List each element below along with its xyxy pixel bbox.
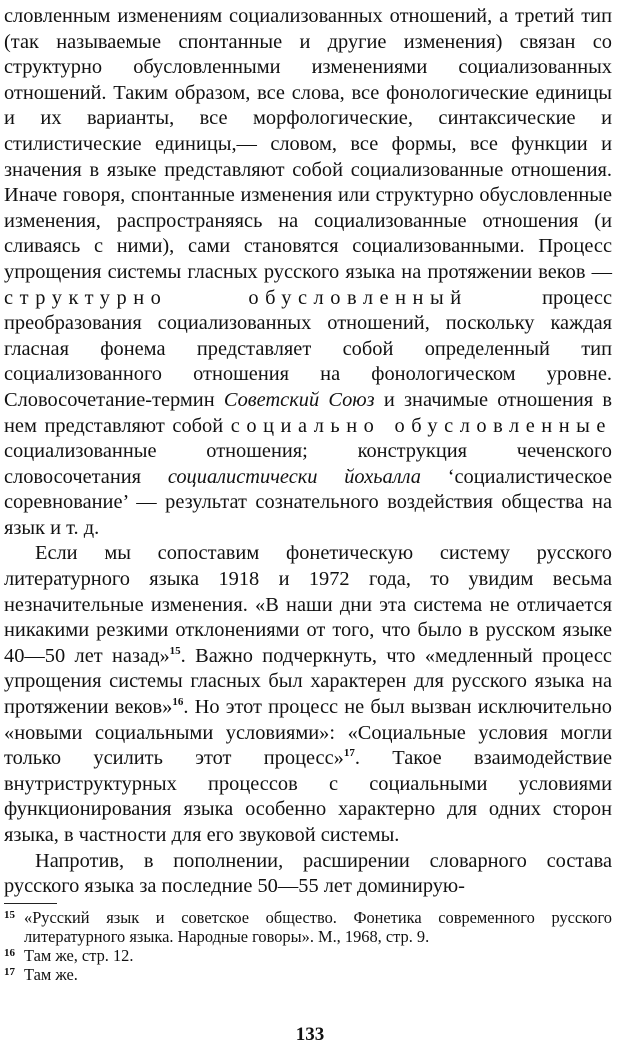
italic-term: Советский Союз bbox=[223, 388, 375, 411]
footnote-ref[interactable]: 16 bbox=[172, 696, 184, 709]
footnote-ref[interactable]: 15 bbox=[169, 644, 181, 657]
italic-term: социалистически йохьалла bbox=[167, 465, 421, 488]
text-run: . Но этот процесс не был вызван исключительно «новыми социальными условиями»: «Социальные условия могли только усилить этот процесс» bbox=[4, 696, 612, 770]
footnote-ref[interactable]: 17 bbox=[343, 747, 355, 760]
footnote-text: Там же, стр. 12. bbox=[24, 945, 134, 965]
footnote-number: 15 bbox=[4, 908, 15, 921]
spaced-emphasis: социально обусловленные bbox=[230, 414, 612, 437]
spaced-emphasis: структурно обусловленный bbox=[4, 286, 468, 309]
footnotes bbox=[4, 908, 612, 984]
footnote bbox=[4, 946, 612, 965]
page-number: 133 bbox=[295, 1024, 325, 1045]
footnote bbox=[4, 965, 612, 984]
paragraph-2 bbox=[4, 541, 612, 848]
text-run: социализованные отношения; конструкция чеченского словосочетания bbox=[4, 440, 612, 488]
paragraph-1 bbox=[4, 4, 612, 541]
text-run: и значимые отношения в нем представляют собой bbox=[4, 388, 612, 437]
text-run: . Важно подчеркнуть, что «медленный процесс упрощения системы гласных был характерен для русского языка на протяжении веков» bbox=[4, 644, 612, 719]
paragraph-3: Напротив, в пополнении, расширении словарного состава русского языка за последние 50—55 лет доминирую- bbox=[4, 849, 612, 898]
footnote-number: 16 bbox=[4, 946, 15, 959]
main-text bbox=[4, 4, 612, 900]
text-run: Если мы сопоставим фонетическую систему русского литературного языка 1918 и 1972 года, то увидим весьма незначительные изменения. «В наши дни эта система не отличается никакими резкими отклонениями от того, что было в русском языке 40—50 лет назад» bbox=[4, 542, 612, 667]
footnote-text: «Русский язык и советское общество. Фонетика современного русского литературного языка. Народные говоры». М., 1968, стр. 9. bbox=[24, 907, 612, 946]
footnote bbox=[4, 908, 612, 946]
text-run: . Такое взаимодействие внутриструктурных процессов с социальными условиями функционирования языка особенно характерно для одних сторон языка, в частности для его звуковой системы. bbox=[4, 747, 612, 846]
footnote-number: 17 bbox=[4, 965, 15, 978]
text-run: словленным изменениям социализованных отношений, а третий тип (так называемые спонтанные и другие изменения) связан со структурно обусловленными изменениями социализованных отношений. Таким образом, все слова, все фонологические единицы и их варианты, все морфологические, синтаксические и стилистические единицы,— словом, все формы, все функции и значения в языке представляют собой социализованные отношения. Иначе говоря, спонтанные изменения или структурно обусловленные изменения, распространяясь на социализованные отношения (и сливаясь с ними), сами становятся социализованными. Процесс упрощения системы гласных русского языка на протяжении веков — bbox=[4, 5, 612, 283]
text-run: ‘социалистическое соревнование’ — результат сознательного воздействия общества на язык и т. д. bbox=[4, 465, 612, 539]
text-run: процесс преобразования социализованных отношений, поскольку каждая гласная фонема представляет собой определенный тип социализованного отношения на фонологическом уровне. Словосочетание-термин bbox=[4, 286, 612, 411]
footnote-text: Там же. bbox=[24, 964, 78, 984]
footnote-divider bbox=[4, 903, 57, 904]
